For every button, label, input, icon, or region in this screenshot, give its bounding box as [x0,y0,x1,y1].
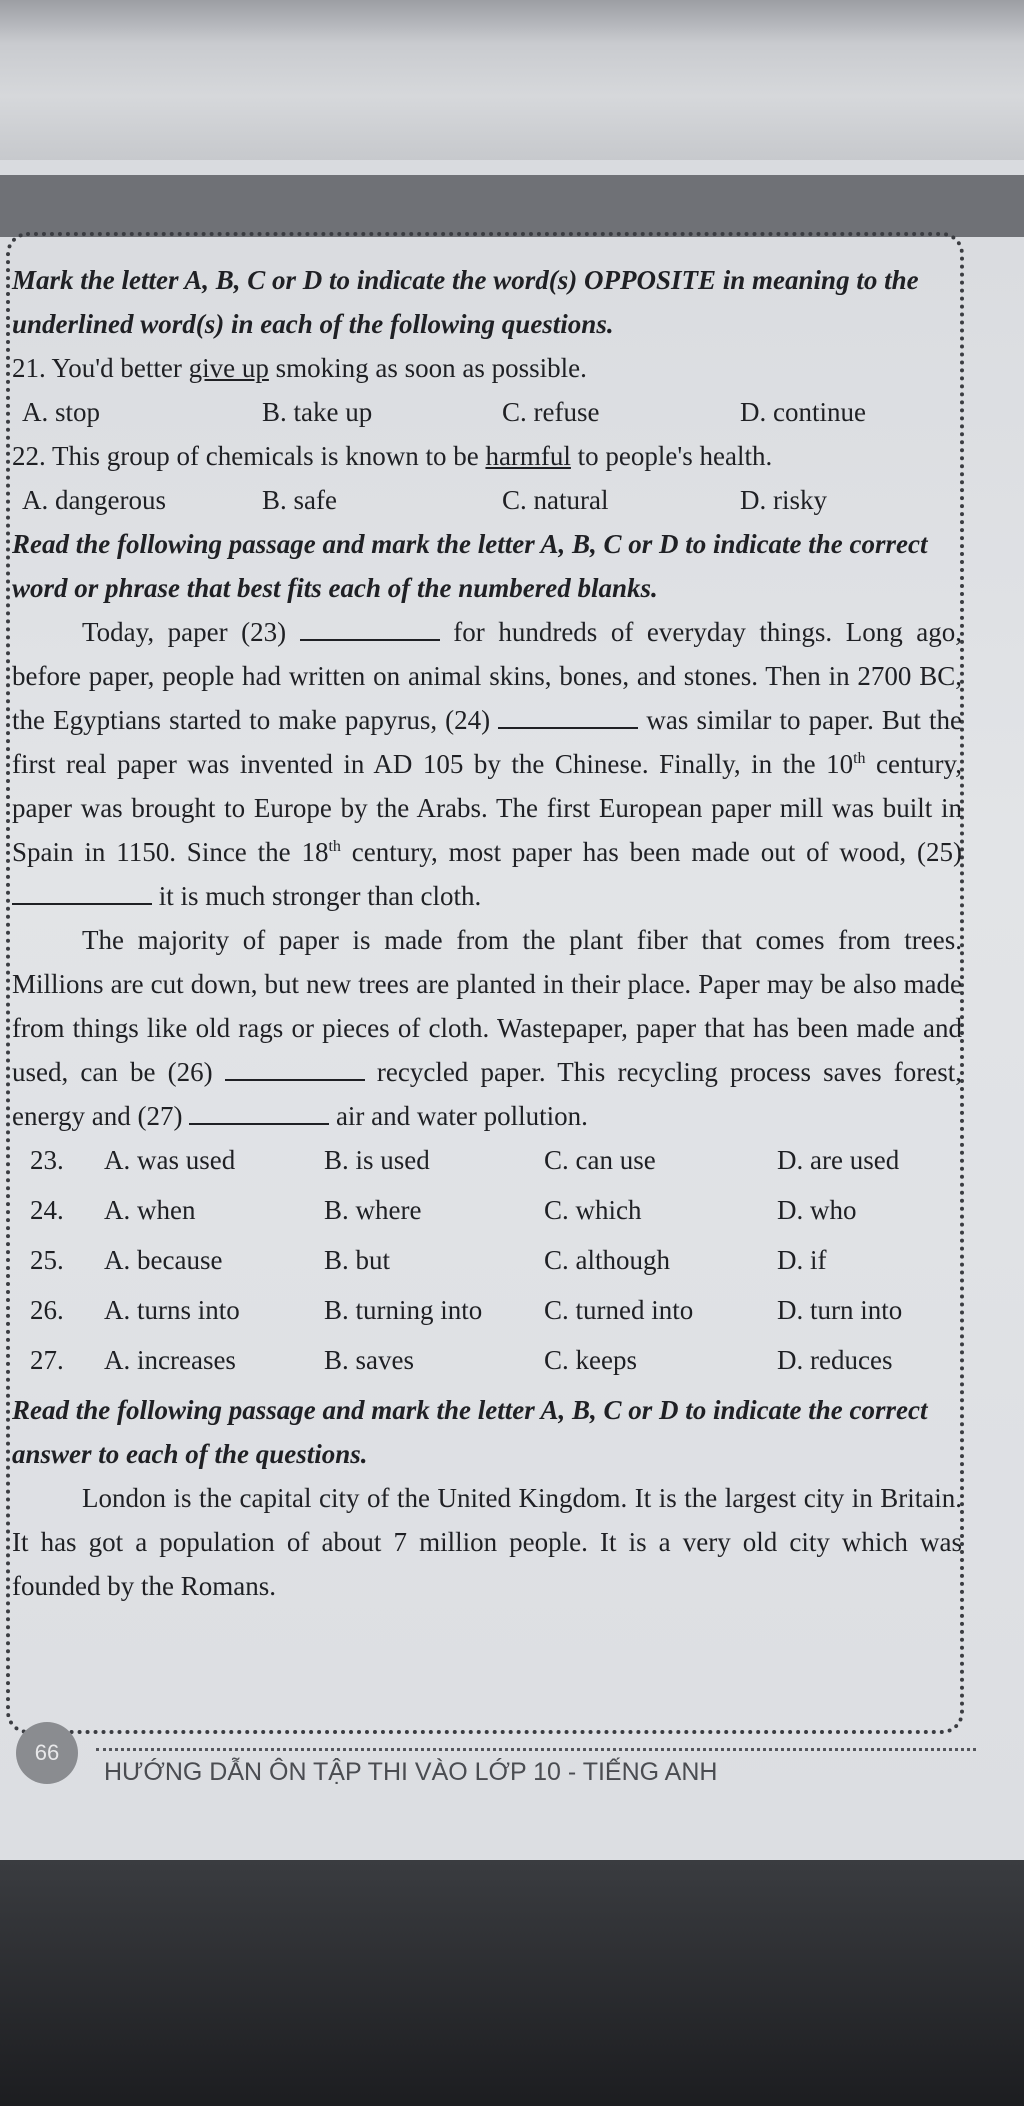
answer-row-24: 24. A. when B. where C. which D. who [30,1195,857,1225]
section1-instruction: Mark the letter A, B, C or D to indicate the word(s) OPPOSITE in meaning to the underlined word(s) in each of the following questions. [12,265,919,339]
underlined-word: give up [188,353,269,383]
question-21-options [12,390,962,434]
answer-row-27: 27. A. increases B. saves C. keeps D. reduces [30,1345,893,1375]
option-a: A. dangerous [22,485,166,515]
underlined-word: harmful [485,441,571,471]
question-21: 21. You'd better give up smoking as soon as possible. [12,353,587,383]
blank-27 [189,1101,329,1125]
background-bottom [0,1860,1024,2106]
question-22: 22. This group of chemicals is known to be harmful to people's health. [12,441,773,471]
london-passage: London is the capital city of the United Kingdom. It is the largest city in Britain. It has got a population of about 7 million people. It is a very old city which was founded by the Romans. [12,1483,962,1601]
page-number: 66 [16,1722,78,1784]
footer-divider [96,1748,976,1751]
option-b: B. take up [262,397,373,427]
option-d: D. risky [740,485,827,515]
option-c: C. refuse [502,397,600,427]
passage-paragraph-2: The majority of paper is made from the plant fiber that comes from trees. Millions are cut down, but new trees are planted in their place. Paper may be also made from things like old rags or pieces of cloth. Wastepaper, paper that has been made and used, can be (26) recycled paper. This recycling process saves forest, energy and (27) air and water pollution. [12,925,962,1131]
page-header-band [0,175,1024,237]
section2-instruction: Read the following passage and mark the letter A, B, C or D to indicate the correct word or phrase that best fits each of the numbered blanks. [12,529,928,603]
blank-23 [300,617,440,641]
option-d: D. continue [740,397,866,427]
answer-row-25: 25. A. because B. but C. although D. if [30,1245,827,1275]
answer-options-grid [12,1138,962,1388]
section3-instruction: Read the following passage and mark the letter A, B, C or D to indicate the correct answer to each of the questions. [12,1395,928,1469]
question-22-options [12,478,962,522]
passage-paragraph-1: Today, paper (23) for hundreds of everyday things. Long ago, before paper, people had written on animal skins, bones, and stones. Then in 2700 BC, the Egyptians started to make papyrus, (24) was similar to paper. But the first real paper was invented in AD 105 by the Chinese. Finally, in the 10th century, paper was brought to Europe by the Arabs. The first European paper mill was built in Spain in 1150. Since the 18th century, most paper has been made out of wood, (25) it is much stronger than cloth. [12,617,963,911]
answer-row-26: 26. A. turns into B. turning into C. turned into D. turn into [30,1295,903,1325]
answer-row-23: 23. A. was used B. is used C. can use D. are used [30,1145,900,1175]
option-b: B. safe [262,485,337,515]
book-title: HƯỚNG DẪN ÔN TẬP THI VÀO LỚP 10 - TIẾNG ANH [104,1758,718,1786]
exercise-content [12,258,962,1608]
blank-24 [498,705,638,729]
background-top [0,0,1024,175]
option-c: C. natural [502,485,609,515]
option-a: A. stop [22,397,101,427]
blank-25 [12,881,152,905]
blank-26 [225,1057,365,1081]
